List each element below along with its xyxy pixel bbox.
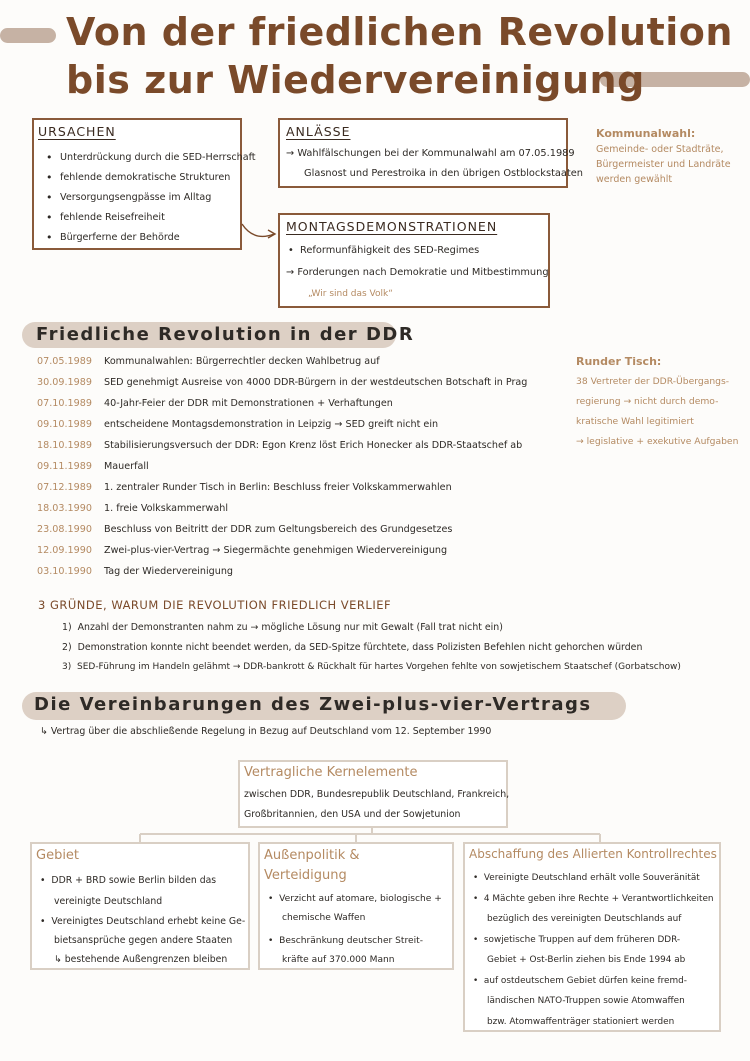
reason-number: 2) [62,642,72,653]
gebiet-text: DDR + BRD sowie Berlin bilden das [51,875,217,886]
timeline-row [37,373,527,393]
timeline-text: entscheidene Montagsdemonstration in Leipzig → SED greift nicht ein [104,419,439,430]
kommunalwahl-note [596,126,746,187]
aussenpolitik-text: kräfte auf 370.000 Mann [282,955,395,965]
timeline-text: Kommunalwahlen: Bürgerrechtler decken Wahlbetrug auf [104,356,380,367]
timeline-row [37,541,447,561]
gebiet-text: bestehende Außengrenzen bleiben [64,954,228,965]
list-item [473,889,714,910]
timeline-date: 09.11.1989 [37,461,92,472]
reason-text: Demonstration konnte nicht beendet werden, da SED-Spitze fürchtete, dass Polizisten Befehlen nicht gehorchen würden [77,642,643,653]
section2-title: Die Vereinbarungen des Zwei-plus-vier-Vertrags [34,694,592,715]
bullet-icon: • [40,875,52,886]
gebiet-item2 [40,912,245,969]
bullet-icon: • [473,934,484,945]
bullet-icon: • [40,916,52,927]
gebiet-box [30,842,250,970]
ursachen-list [42,148,256,248]
corner-arrow-icon: ↳ [40,726,51,737]
list-item: • fehlende demokratische Strukturen [42,168,256,188]
aussenpolitik-item2 [268,932,423,970]
list-item: • Bürgerferne der Behörde [42,228,256,248]
timeline-row [37,499,228,519]
timeline-date: 07.10.1989 [37,398,92,409]
montagsdemos-text1: Reformunfähigkeit des SED-Regimes [300,245,480,256]
anlaesse-line2: Glasnost und Perestroika in den übrigen Ostblockstaaten [304,168,583,179]
aussenpolitik-text: Beschränkung deutscher Streit- [279,936,424,946]
runder-tisch-line: → legislative + exekutive Aufgaben [576,436,739,447]
montagsdemos-heading: MONTAGSDEMONSTRATIONEN [286,219,498,234]
list-item [473,868,714,889]
runder-tisch-heading: Runder Tisch: [576,355,662,368]
timeline-row [37,415,438,435]
aussenpolitik-heading [264,846,360,886]
bullet-icon: • [268,894,280,904]
abschaffung-box [463,842,721,1032]
abschaffung-text: Vereinigte Deutschland erhält volle Souveränität [483,873,700,883]
timeline-date: 07.12.1989 [37,482,92,493]
runder-tisch-note [576,352,748,452]
anlaesse-text1: Wahlfälschungen bei der Kommunalwahl am 07.05.1989 [297,148,575,159]
arrow-right-icon: → [286,148,295,159]
abschaffung-text: sowjetische Truppen auf dem früheren DDR- [483,934,681,945]
timeline-date: 18.10.1989 [37,440,92,451]
timeline-date: 03.10.1990 [37,566,92,577]
abschaffung-text: bzw. Atomwaffenträger stationiert werden [487,1016,675,1027]
reason-row [62,662,681,672]
runder-tisch-line: regierung → nicht durch demo- [576,396,719,407]
aussenpolitik-heading-line: Verteidigung [264,868,347,883]
aussenpolitik-item1 [268,890,442,928]
kommunalwahl-line: Bürgermeister und Landräte [596,159,731,170]
montagsdemos-item2 [286,267,549,278]
kommunalwahl-heading: Kommunalwahl: [596,127,696,140]
bullet-icon: • [473,975,484,986]
timeline-text: Beschluss von Beitritt der DDR zum Geltungsbereich des Grundgesetzes [104,524,453,535]
montagsdemos-box [278,213,550,308]
bullet-icon: • [288,245,301,256]
aussenpolitik-text: chemische Waffen [282,913,366,923]
kernelemente-heading: Vertragliche Kernelemente [244,765,418,780]
timeline-text: 1. zentraler Runder Tisch in Berlin: Beschluss freier Volkskammerwahlen [104,482,452,493]
aussenpolitik-heading-line: Außenpolitik & [264,848,360,863]
gebiet-text: bietsansprüche gegen andere Staaten [54,935,233,946]
list-item: • fehlende Reisefreiheit [42,208,256,228]
abschaffung-text: Gebiet + Ost-Berlin ziehen bis Ende 1994 ab [487,955,686,965]
gebiet-text: vereinigte Deutschland [54,896,163,907]
ursachen-heading: URSACHEN [38,124,116,139]
gebiet-heading: Gebiet [36,848,80,863]
list-item: • Versorgungsengpässe im Alltag [42,188,256,208]
timeline-date: 30.09.1989 [37,377,92,388]
timeline-date: 12.09.1990 [37,545,92,556]
anlaesse-heading: ANLÄSSE [286,124,351,139]
timeline-date: 09.10.1989 [37,419,92,430]
montagsdemos-item1 [288,245,479,256]
runder-tisch-line: 38 Vertreter der DDR-Übergangs- [576,376,730,387]
montagsdemos-text2: Forderungen nach Demokratie und Mitbestimmung [297,267,549,278]
page-title-line2: bis zur Wiedervereinigung [66,58,645,102]
section2-subtitle: Vertrag über die abschließende Regelung in Bezug auf Deutschland vom 12. September 1990 [50,726,492,737]
timeline-row [37,478,452,498]
bullet-icon: • [473,873,484,883]
gebiet-text: Vereinigtes Deutschland erhebt keine Ge- [51,916,246,927]
corner-arrow-icon: ↳ [54,954,65,965]
reason-number: 1) [62,622,72,633]
connector-arrow-icon [240,218,280,244]
timeline-row [37,457,149,477]
timeline-date: 07.05.1989 [37,356,92,367]
timeline-text: SED genehmigt Ausreise von 4000 DDR-Bürgern in der westdeutschen Botschaft in Prag [104,377,528,388]
gebiet-item1 [40,870,216,912]
kommunalwahl-line: werden gewählt [596,174,673,185]
runder-tisch-line: kratische Wahl legitimiert [576,416,694,427]
arrow-right-icon: → [286,267,298,278]
list-item [473,930,714,951]
timeline-text: Stabilisierungsversuch der DDR: Egon Krenz löst Erich Honecker als DDR-Staatschef ab [104,440,523,451]
kernelemente-box [238,760,508,828]
montagsdemos-quote: „Wir sind das Volk“ [308,289,393,299]
timeline-text: 1. freie Volkskammerwahl [104,503,229,514]
kommunalwahl-line: Gemeinde- oder Stadträte, [596,144,724,155]
timeline-text: Tag der Wiedervereinigung [104,566,234,577]
anlaesse-line1 [286,148,575,159]
timeline-text: Zwei-plus-vier-Vertrag → Siegermächte genehmigen Wiedervereinigung [104,545,448,556]
timeline-date: 23.08.1990 [37,524,92,535]
reason-text: Anzahl der Demonstranten nahm zu → mögliche Lösung nur mit Gewalt (Fall trat nicht ein) [77,622,503,633]
page-title-line1: Von der friedlichen Revolution [66,10,733,54]
timeline-row [37,436,522,456]
bullet-icon: • [473,893,484,904]
kernelemente-line2: Großbritannien, den USA und der Sowjetunion [244,809,461,820]
list-item [473,971,714,992]
section1-title: Friedliche Revolution in der DDR [36,324,415,345]
anlaesse-box [278,118,583,188]
timeline-row [37,520,452,540]
reason-text: SED-Führung im Handeln gelähmt → DDR-bankrott & Rückhalt für hartes Vorgehen fehlte von sowjetischem Staatschef (Gorbatschow) [76,662,681,672]
abschaffung-list [473,868,714,1032]
timeline-text: 40-Jahr-Feier der DDR mit Demonstrationen + Verhaftungen [104,398,393,409]
kernelemente-line1: zwischen DDR, Bundesrepublik Deutschland, Frankreich, [244,789,510,800]
aussenpolitik-text: Verzicht auf atomare, biologische + [279,894,442,904]
list-item: • Unterdrückung durch die SED-Herrschaft [42,148,256,168]
timeline-row [37,352,380,372]
decorative-bar-left [0,28,56,43]
ursachen-box [32,118,256,250]
abschaffung-text: 4 Mächte geben ihre Rechte + Verantwortlichkeiten [483,893,714,904]
aussenpolitik-box [258,842,454,970]
abschaffung-text: auf ostdeutschem Gebiet dürfen keine fremd- [483,975,687,986]
abschaffung-text: bezüglich des vereinigten Deutschlands auf [487,914,682,924]
timeline-row [37,394,393,414]
section2-subtitle-row [40,726,491,737]
reason-row [62,642,642,653]
abschaffung-heading: Abschaffung des Allierten Kontrollrechtes [469,847,717,861]
abschaffung-text: ländischen NATO-Truppen sowie Atomwaffen [487,996,685,1006]
timeline-text: Mauerfall [104,461,149,472]
reason-row [62,622,503,633]
timeline-row [37,562,233,582]
bullet-icon: • [268,936,280,946]
reason-number: 3) [62,662,72,672]
timeline-date: 18.03.1990 [37,503,92,514]
reasons-heading: 3 GRÜNDE, WARUM DIE REVOLUTION FRIEDLICH VERLIEF [38,598,392,612]
